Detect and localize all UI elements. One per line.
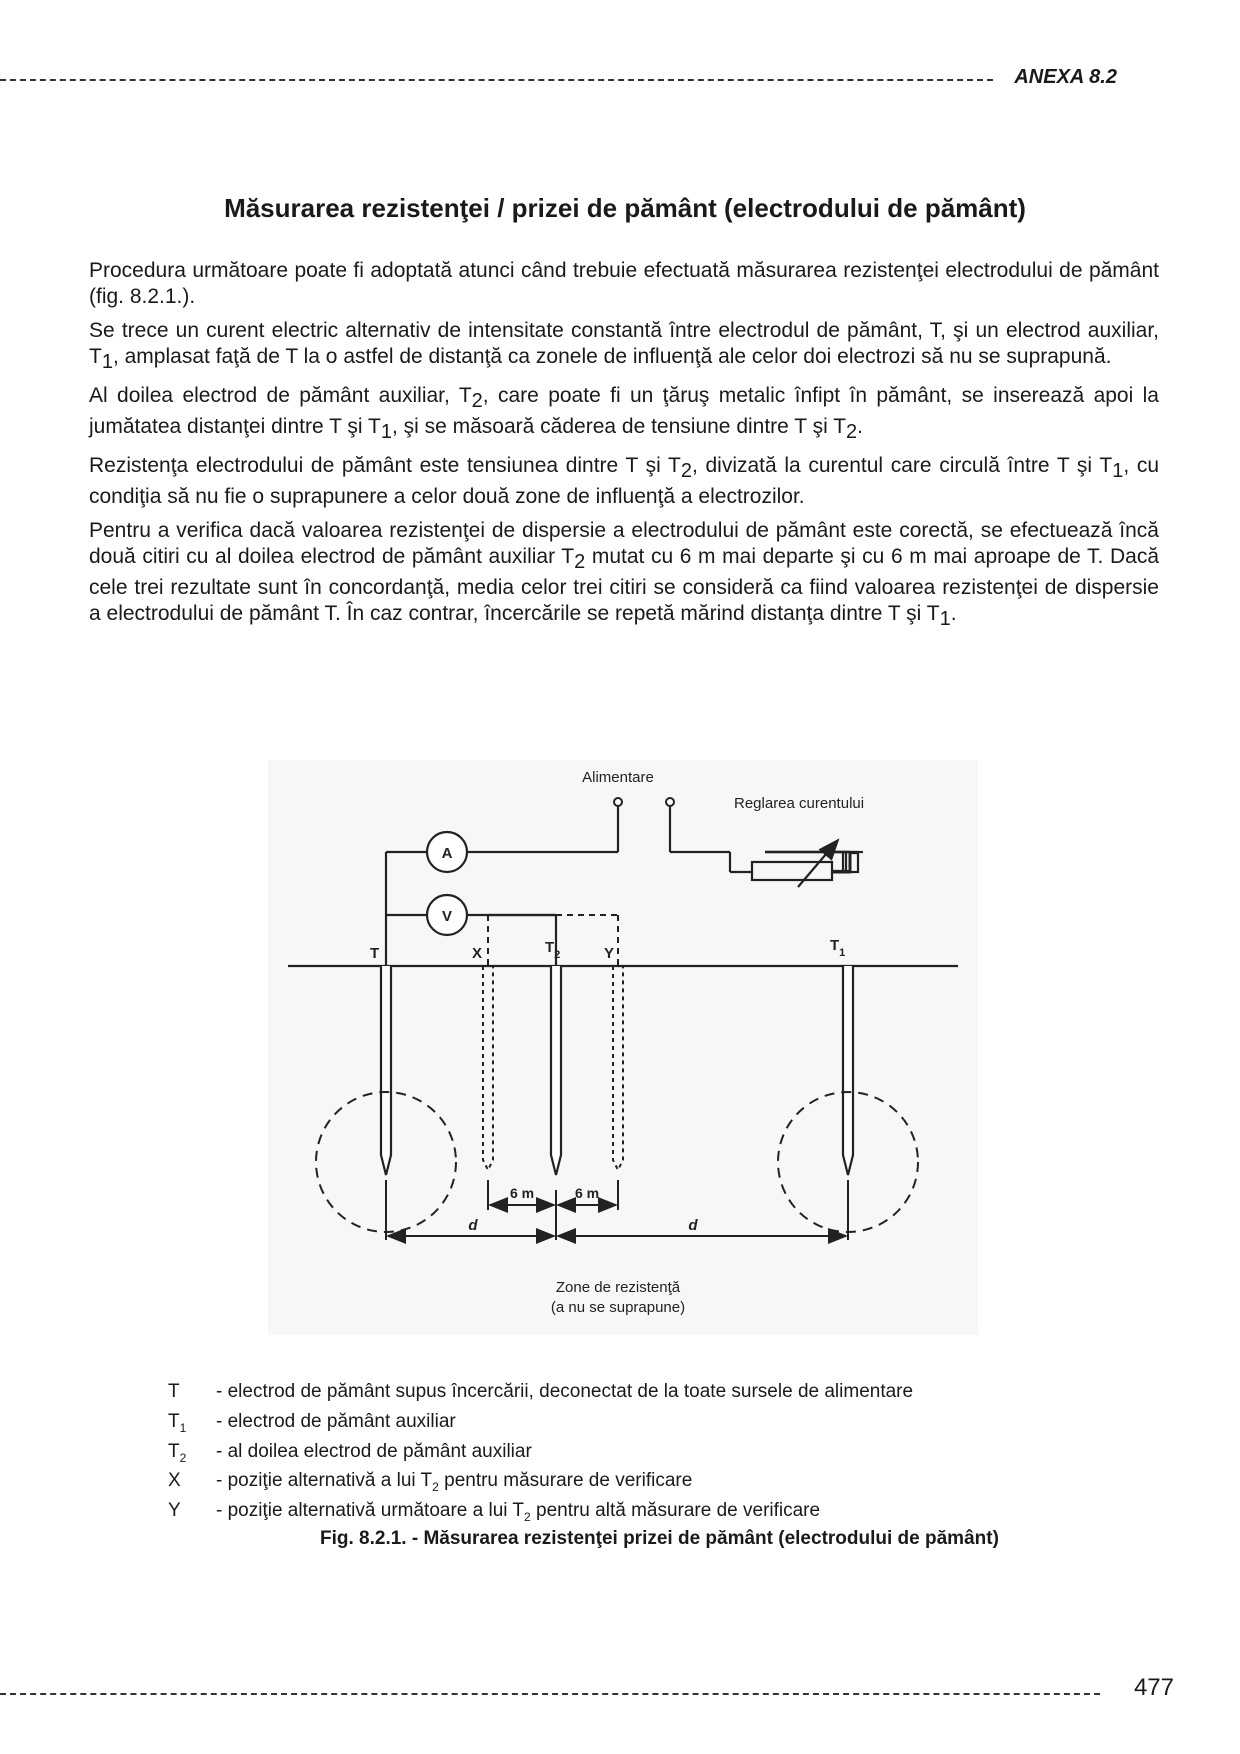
- page-title: Măsurarea rezistenţei / prizei de pământ (electrodului de pământ): [224, 193, 1026, 223]
- paragraph-1: Procedura următoare poate fi adoptată atunci când trebuie efectuată măsurarea rezistenţei electrodului de pământ (fig. 8.2.1.).: [89, 259, 1159, 308]
- electrode-t: [381, 966, 391, 1175]
- label-6m-left: 6 m: [509, 1185, 535, 1201]
- label-d-right: d: [688, 1217, 698, 1234]
- earth-resistance-diagram: [268, 760, 978, 1335]
- legend-symbol: Y: [168, 1500, 181, 1522]
- legend-description: - al doilea electrod de pământ auxiliar: [216, 1440, 532, 1462]
- zones-label-line1: Zone de rezistenţă: [555, 1279, 681, 1296]
- legend-description: - electrod de pământ supus încercării, deconectat de la toate sursele de alimentare: [216, 1381, 914, 1402]
- legend-item: [168, 1440, 1068, 1470]
- figure-caption: Fig. 8.2.1. - Măsurarea rezistenţei prizei de pământ (electrodului de pământ): [320, 1528, 999, 1549]
- figure-legend: [168, 1380, 1068, 1529]
- legend-symbol: T: [168, 1381, 180, 1402]
- rheostat: [752, 862, 832, 880]
- legend-symbol: X: [168, 1470, 181, 1492]
- header-dashed-rule: [0, 79, 993, 81]
- label-t: T: [370, 945, 380, 962]
- legend-description: - electrod de pământ auxiliar: [216, 1410, 456, 1432]
- supply-terminal-left: [614, 798, 622, 806]
- body-text: [89, 258, 1159, 640]
- paragraph-2: Se trece un curent electric alternativ de intensitate constantă între electrodul de pământ, T, şi un electrod auxiliar, T1, amplasat faţă de T la o astfel de distanţă ca zonele de influenţă ale celor doi electrozi să nu se suprapună.: [89, 319, 1159, 373]
- legend-item: [168, 1469, 1068, 1499]
- paragraph-5: Pentru a verifica dacă valoarea rezistenţei de dispersie a electrodului de pământ este corectă, se efectuează încă două citiri cu al doilea electrod de pământ auxiliar T2 mutat cu 6 m mai departe şi cu 6 m mai aproape de T. Dacă cele trei rezultate sunt în concordanţă, media celor trei citiri se consideră ca fiind valoarea rezistenţei de dispersie a electrodului de pământ T. În caz contrar, încercările se repetă mărind distanţa dintre T şi T1.: [89, 519, 1160, 630]
- label-t1: $T_1$: [830, 937, 846, 959]
- label-x: X: [472, 945, 483, 962]
- label-d-left: d: [468, 1217, 478, 1234]
- label-y: Y: [604, 945, 615, 962]
- electrode-t2: [551, 966, 561, 1175]
- electrode-t1: [843, 966, 853, 1175]
- label-6m-right: 6 m: [574, 1185, 600, 1201]
- t1-feed: [832, 852, 850, 872]
- annex-label: ANEXA 8.2: [1006, 66, 1117, 89]
- legend-description: - poziţie alternativă a lui $T_2$ pentru măsurare de verificare: [216, 1470, 693, 1495]
- legend-item: [168, 1410, 1068, 1440]
- current-regulation-label: Reglarea curentului: [734, 795, 865, 812]
- legend-symbol: $T_2$: [168, 1440, 187, 1465]
- ammeter-label: A: [441, 845, 453, 862]
- legend-symbol: $T_1$: [168, 1410, 187, 1435]
- supply-label: Alimentare: [582, 769, 654, 786]
- zones-label-line2: (a nu se suprapune): [550, 1299, 686, 1316]
- label-t2: $T_2$: [545, 939, 561, 961]
- footer-dashed-rule: [0, 1693, 1100, 1695]
- legend-item: [168, 1380, 1068, 1410]
- electrode-y-dashed: [613, 966, 623, 1170]
- paragraph-3: Al doilea electrod de pământ auxiliar, T2, care poate fi un ţăruş metalic înfipt în pământ, se inserează apoi la jumătatea distanţei dintre T şi T1, şi se măsoară căderea de tensiune dintre T şi T2.: [89, 384, 1159, 443]
- paragraph-4: Rezistenţa electrodului de pământ este tensiunea dintre T şi T2, divizată la curentul care circulă între T şi T1, cu condiţia să nu fie o suprapunere a celor două zone de influenţă a electrozilor.: [89, 454, 1159, 508]
- electrode-x-dashed: [483, 966, 493, 1170]
- legend-item: [168, 1499, 1068, 1529]
- circuit-svg: [268, 760, 978, 1335]
- wire-to-t1: [832, 852, 850, 872]
- supply-terminal-right: [666, 798, 674, 806]
- page-number: 477: [1126, 1674, 1174, 1702]
- voltmeter-label: V: [441, 908, 453, 925]
- legend-description: - poziţie alternativă următoare a lui $T_2$ pentru altă măsurare de verificare: [216, 1500, 821, 1524]
